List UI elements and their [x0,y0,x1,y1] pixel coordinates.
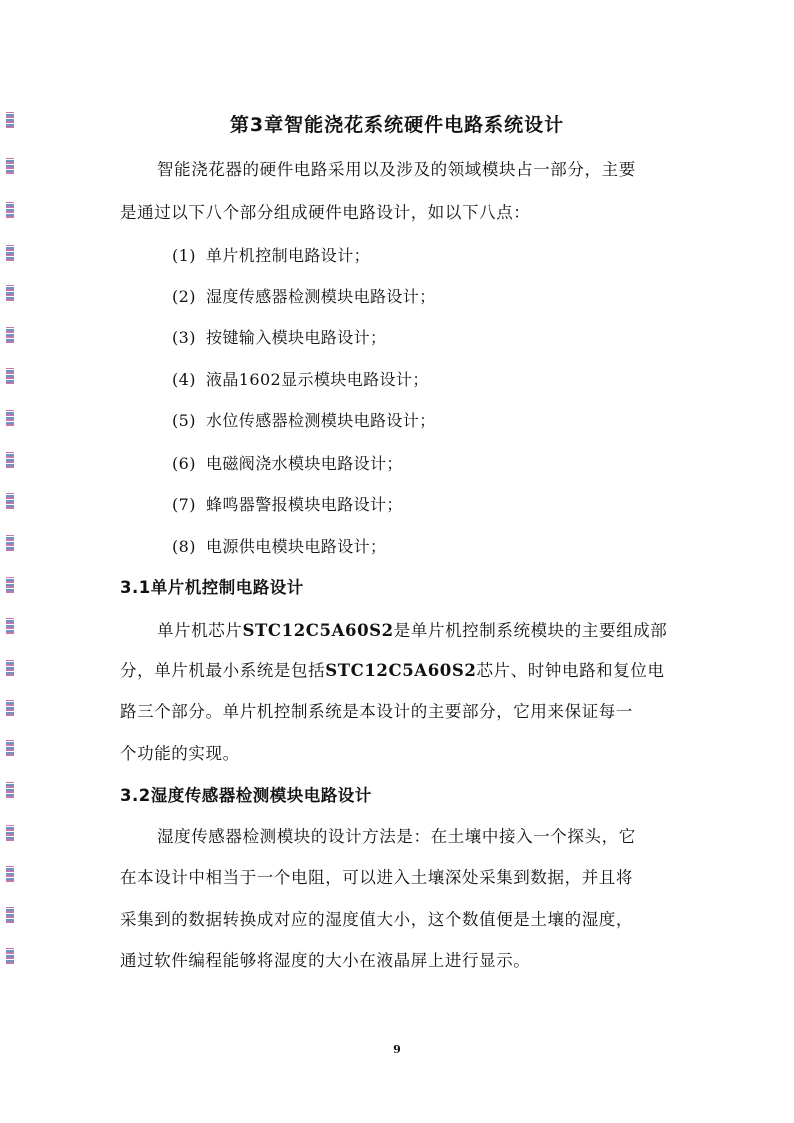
list-item-text: 蜂鸣器警报模块电路设计； [206,495,403,514]
section1-line-2 [120,657,665,681]
margin-scan-marks [4,0,20,1123]
list-item-number: (7) [172,495,196,514]
list-item-number: (3) [172,328,196,347]
chapter-title: 第3章智能浇花系统硬件电路系统设计 [229,114,565,136]
section1-line-4: 个功能的实现。 [120,744,240,763]
list-item-text: 水位传感器检测模块电路设计； [206,411,436,430]
list-item-text: 湿度传感器检测模块电路设计； [206,287,436,306]
text-run: 分，单片机最小系统是包括 [120,661,326,680]
list-item-text: 电磁阀浇水模块电路设计； [206,454,403,473]
list-item [172,451,403,474]
list-item [172,408,436,431]
list-item-number: (6) [172,454,196,473]
section-heading-3-1: 3.1单片机控制电路设计 [120,578,304,597]
list-item [172,367,429,390]
section2-line-1: 湿度传感器检测模块的设计方法是：在土壤中接入一个探头，它 [157,827,636,846]
list-item-text: 按键输入模块电路设计； [206,328,387,347]
chip-model: STC12C5A60S2 [325,661,477,680]
list-item [172,284,436,307]
text-run: 单片机芯片 [157,621,243,640]
list-item [172,534,386,557]
section1-line-1 [157,617,667,641]
section1-line-3: 路三个部分。单片机控制系统是本设计的主要部分，它用来保证每一 [120,702,633,721]
list-item [172,492,403,515]
list-item [172,243,370,266]
section2-line-3: 采集到的数据转换成对应的湿度值大小，这个数值便是土壤的湿度， [120,910,633,929]
text-run: 芯片、时钟电路和复位电 [476,661,665,680]
list-item-text: 电源供电模块电路设计； [206,537,387,556]
section2-line-2: 在本设计中相当于一个电阻，可以进入土壤深处采集到数据，并且将 [120,868,633,887]
list-item-number: (5) [172,411,196,430]
intro-line-1: 智能浇花器的硬件电路采用以及涉及的领域模块占一部分，主要 [157,160,636,179]
list-item [172,325,386,348]
text-run: 是单片机控制系统模块的主要组成部 [393,621,668,640]
list-item-text: 液晶1602显示模块电路设计； [206,370,429,389]
section-heading-3-2: 3.2湿度传感器检测模块电路设计 [120,786,372,805]
chip-model: STC12C5A60S2 [242,621,394,640]
list-item-text: 单片机控制电路设计； [206,246,371,265]
list-item-number: (8) [172,537,196,556]
page-number: 9 [393,1043,401,1056]
list-item-number: (4) [172,370,196,389]
list-item-number: (2) [172,287,196,306]
intro-line-2: 是通过以下八个部分组成硬件电路设计，如以下八点： [120,203,531,222]
section2-line-4: 通过软件编程能够将湿度的大小在液晶屏上进行显示。 [120,951,531,970]
list-item-number: (1) [172,246,196,265]
